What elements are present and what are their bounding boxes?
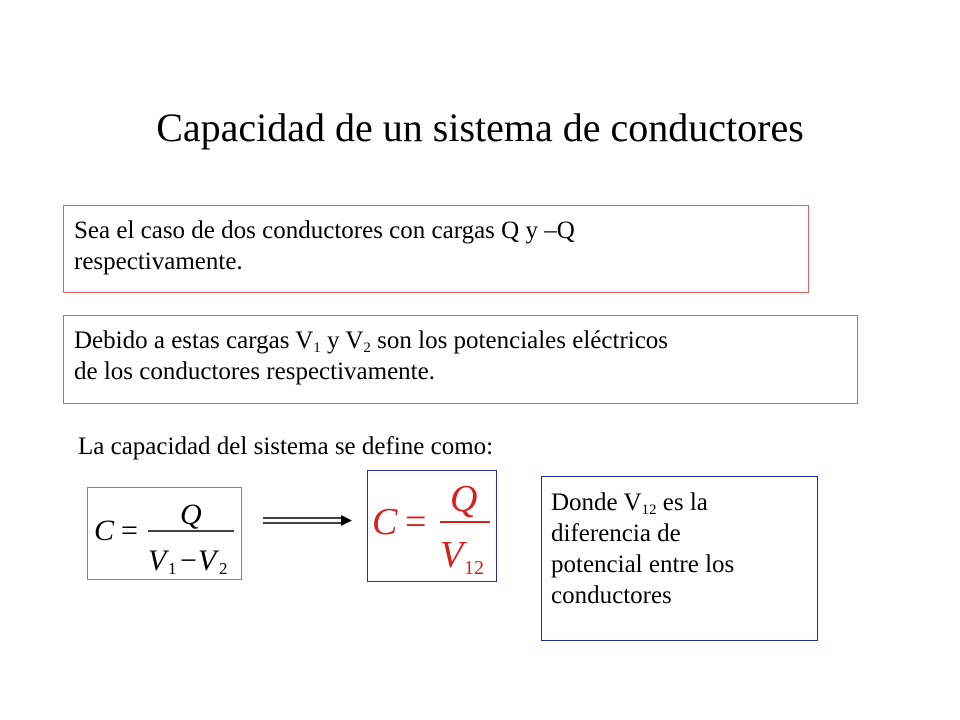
formula-numerator: Q xyxy=(180,498,202,531)
formula-equals: = xyxy=(121,514,138,547)
intro-line-1: Sea el caso de dos conductores con cargas Q y –Q xyxy=(74,217,575,244)
potentials-text-a: Debido a estas cargas V xyxy=(74,327,314,354)
formula-general-svg xyxy=(88,488,241,579)
den-minus: − xyxy=(180,544,197,577)
den-v2: V xyxy=(198,544,217,577)
note-text-a: Donde V xyxy=(551,489,642,516)
formula-lhs: C xyxy=(94,514,115,547)
note-line-4: conductores xyxy=(551,582,672,609)
slide-title: Capacidad de un sistema de conductores xyxy=(156,105,804,150)
potentials-text-c: son los potenciales eléctricos xyxy=(370,327,669,354)
intro-line-2: respectivamente. xyxy=(74,248,243,275)
double-line-right-arrow-icon xyxy=(263,514,353,528)
capacitance-formula-simplified xyxy=(367,470,497,582)
formula2-equals: = xyxy=(405,501,427,543)
den-v1: V xyxy=(148,544,167,577)
den-v1-sub: 1 xyxy=(168,559,177,578)
intro-textbox xyxy=(63,205,809,293)
formula2-numerator: Q xyxy=(450,478,478,520)
note-subscript: 12 xyxy=(641,501,657,518)
definition-lead: La capacidad del sistema se define como: xyxy=(78,433,494,460)
note-line-1 xyxy=(551,487,808,518)
note-text-b: es la xyxy=(656,489,708,516)
formula2-lhs: C xyxy=(372,501,398,543)
note-line-2: diferencia de xyxy=(551,520,681,547)
potentials-line-1 xyxy=(74,325,847,356)
note-line-3: potencial entre los xyxy=(551,551,735,578)
formula2-den-sub: 12 xyxy=(464,557,484,579)
subscript-2: 2 xyxy=(363,339,371,356)
v12-note-textbox xyxy=(541,476,818,641)
formula-simplified-svg xyxy=(368,471,496,581)
formula2-den-v: V xyxy=(440,534,464,576)
capacitance-formula-general xyxy=(87,487,242,580)
den-v2-sub: 2 xyxy=(219,559,228,578)
potentials-textbox xyxy=(63,315,858,404)
potentials-text-b: y V xyxy=(320,327,364,354)
potentials-line-2: de los conductores respectivamente. xyxy=(74,358,435,385)
subscript-1: 1 xyxy=(313,339,321,356)
